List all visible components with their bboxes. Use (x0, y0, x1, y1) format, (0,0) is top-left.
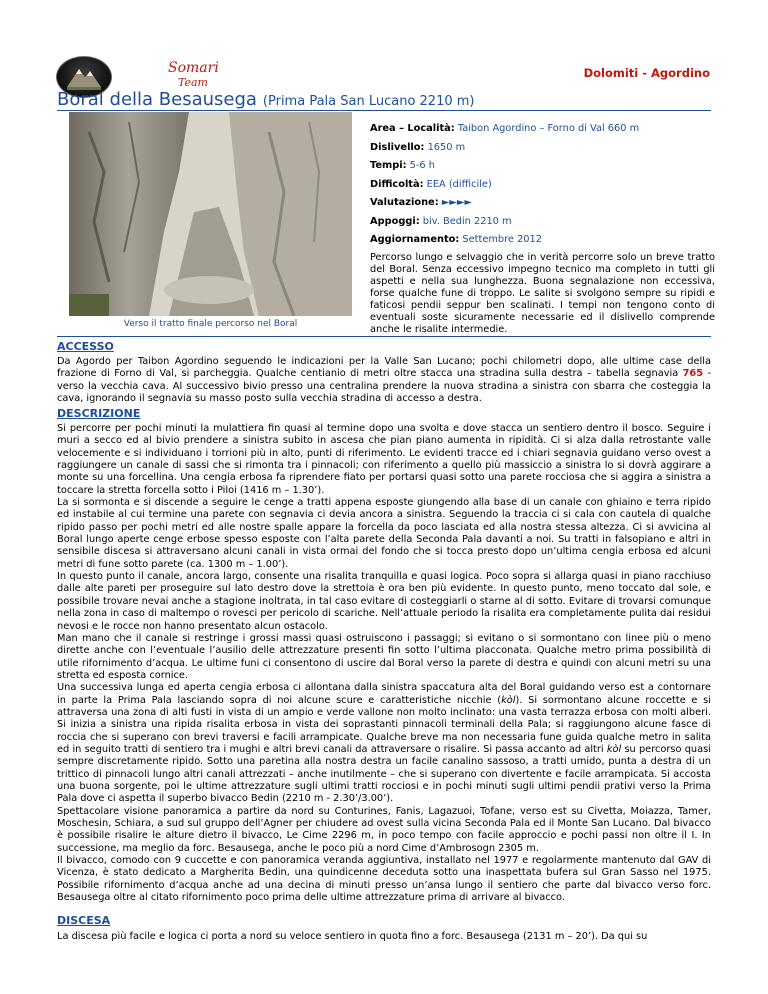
paragraph: Man mano che il canale si restringe i grossi massi quasi ostruiscono i passaggi; si evitano o si sormontano con linee più o meno dirette anche con l’eventuale l’ausilio delle attrezzature presenti fin sotto l’ultima placconata. Qualche metro prima possibilità di utile rifornimento d’acqua. Le ultime funi ci consentono di uscire dal Boral verso la parete di destra e quindi con alcuni metri su una stretta ed esposta cornice. (57, 632, 711, 681)
paragraph: Una successiva lunga ed aperta cengia erbosa ci allontana dalla sinistra spaccatura alta del Boral guidando verso est a contornare in parte la Prima Pala lasciando sopra di noi alcune scure e caratteristiche nicchie (kòl). Si sormontano alcune roccette e si attraversa una zona di alti fusti in vista di un ampio e verde vallone non molto inclinato: una vasta terrazza erbosa con molti alberi. Si inizia a sinistra una ripida risalita erbosa in vista dei soprastanti pinnacoli terminali della Pala; si raggiungono alcune fasce di roccia che si superano con brevi traversi e facili arrampicate. Qualche breve ma non necessaria fune guida qualche metro in salita ed in seguito tratti di sentiero tra i mughi e altri brevi canali da attraversare o risalire. Si passa accanto ad altri kòl su percorso quasi sempre discretamente ripido. Sotto una paretina alla nostra destra un facile canalino sassoso, a tratti umido, punta a destra di un trittico di pinnacoli lungo altri canali attrezzati – anche inutilmente – che si superano con divertente e facile arrampicata. Si accosta una buona sorgente, poi le ultime attrezzature sugli ultimi tratti rocciosi e in pochi minuti sugli ultimi pendii prativi verso la Prima Pala dove ci aspetta il superbo bivacco Bedin (2210 m - 2.30’/3.00’). (57, 682, 711, 805)
brand-name: Somari (168, 60, 219, 76)
title-subtitle: (Prima Pala San Lucano 2210 m) (262, 94, 475, 109)
route-intro: Percorso lungo e selvaggio che in verità percorre solo un breve tratto del Boral. Senza eccessivo impegno tecnico ma completo in tutti gli aspetti e nella sua lunghezza. Buona segnalazione non eccessiva, forse qualche fune di troppo. Le salite si svolgono sempre su ripidi e faticosi pendii seppur ben scalinati. I tempi non tengono conto di eventuali soste sicuramente necessarie ed il dislivello comprende anche le risalite intermedie. (370, 251, 715, 335)
section-title-accesso: ACCESSO (57, 340, 114, 353)
info-dislivello: Dislivello: 1650 m (370, 141, 466, 153)
section-title-descrizione: DESCRIZIONE (57, 407, 141, 420)
section-text-discesa: La discesa più facile e logica ci porta a nord su veloce sentiero in quota fino a forc. Besausega (2131 m – 20’). Da qui su (57, 931, 648, 942)
info-tempi: Tempi: 5-6 h (370, 160, 435, 171)
info-valutazione: Valutazione: ►►►► (370, 197, 472, 208)
title-divider (57, 110, 711, 111)
title-main: Boral della Besausega (57, 89, 257, 110)
route-info (370, 122, 715, 336)
section-text-accesso: Da Agordo per Taibon Agordino seguendo le indicazioni per la Valle San Lucano; pochi chilometri dopo, alle ultime case della frazione di Forno di Val, si parcheggia. Qualche centianio di metri oltre stacca una stradina sulla destra – tabella segnavia 765 - verso la vecchia cava. Al successivo bivio presso una centralina prendere la nuova stradina a sinistra con sbarra che costeggia la cava, ignorando il segnavia su masso posto sulla vecchia stradina di accesso a destra. (57, 356, 711, 405)
canyon-photo-image (69, 112, 352, 316)
brand-team: Team (178, 76, 208, 89)
section-title-discesa: DISCESA (57, 914, 111, 927)
paragraph: Spettacolare visione panoramica a partire da nord su Conturines, Fanis, Lagazuoi, Tofane, verso est su Civetta, Moiazza, Tamer, Moschesin, Schiara, a sud sul gruppo dell’Agner per chiudere ad ovest sulla vicina Seconda Pala ed il Monte San Lucano. Dal bivacco è possibile risalire le alture dietro il bivacco, Le Cime 2296 m, in poco tempo con facile approccio e pochi passi non oltre il I. In successione, ma meglio da forc. Besausega, anche le poco più a nord Cime d’Ambrosogn 2305 m. (57, 805, 711, 854)
page-title (57, 89, 475, 110)
paragraph: Si percorre per pochi minuti la mulattiera fin quasi al termine dopo una svolta e dove stacca un sentiero dentro il bosco. Seguire i muri a secco ed al bivio prendere a sinistra subito in ascesa che pian piano aumenta in ripidità. Ci si alza dalla retrostante valle velocemente e si individuano i torrioni più in alto, punti di riferimento. Le evidenti tracce ed i chiari segnavia guidano verso ovest a raggiungere un canale di sassi che si rimonta tra i pinnacoli; con riferimento a quello più massiccio a sinistra lo si dovrà aggirare a monte su una forcellina. Una cengia erbosa fa riprendere fiato per portarsi quasi sotto una parete rocciosa che si aggira a sinistra a toccare la stretta forcella sotto i Piloi (1416 m – 1.30’). (57, 423, 711, 496)
paragraph: In questo punto il canale, ancora largo, consente una risalita tranquilla e quasi logica. Poco sopra si allarga quasi in piano racchiuso dalle alte pareti per proseguire sul lato destro dove la strettoia è ora ben più evidente. In questo punto, meno toccato dal sole, e possibile trovare nevai anche a stagione inoltrata, in tal caso evitare di costeggiarli o starne al di sotto. Evitare di trovarsi comunque nella zona in caso di maltempo o rovesci per pericolo di scariche. Nell’attuale periodo la risalita era completamente pulita dai residui nevosi e le rocce non hanno presentato alcun ostacolo. (57, 571, 711, 632)
info-aggiornamento: Aggiornamento: Settembre 2012 (370, 234, 543, 245)
photo-caption: Verso il tratto finale percorso nel Boral (123, 319, 298, 329)
rating-arrows-icon: ►►►► (441, 197, 472, 208)
info-difficolta: Difficoltà: EEA (difficile) (370, 178, 492, 190)
info-appoggi: Appoggi: biv. Bedin 2210 m (370, 215, 512, 227)
paragraph: Il bivacco, comodo con 9 cuccette e con panoramica veranda aggiuntiva, installato nel 1977 e regolarmente mantenuto dal GAV di Vicenza, è stato dedicato a Margherita Bedin, una quindicenne deceduta sotto una inaspettata bufera sul Gran Sasso nel 1975. Possibile rifornimento d’acqua anche ad una decina di minuti presso un’ansa lungo il sentiero che parte dal bivacco verso forc. Besausega oltre al citato rifornimento poco prima delle ultime attrezzature prima di arrivare al bivacco. (57, 855, 711, 904)
segnavia-number: 765 (682, 368, 704, 380)
section-divider (57, 336, 711, 337)
region-label: Dolomiti - Agordino (583, 66, 710, 80)
info-area: Area – Località: Taibon Agordino – Forno di Val 660 m (370, 123, 640, 134)
route-photo (69, 112, 352, 316)
paragraph: La si sormonta e si discende a seguire le cenge a tratti appena esposte giungendo alla base di un canale con ghiaino e terra ripido ed instabile al cui termine una parete con segnavia ci devia ancora a sinistra. Seguendo la traccia ci si cala con cautela di qualche ripido passo per pochi metri ed alle nostre spalle appare la forcella da poco lasciata ed alla nostra stessa altezza. Ci si avvicina al Boral lungo aperte cenge erbose spesso esposte con l’alta parete della Seconda Pala davanti a noi. Su tratti in falsopiano e altri in sensibile discesa si attraversano alcuni canali in vista ormai del fondo che si tocca presto dopo un’ultima cengia erbosa ed alcuni metri di fune sotto parete (ca. 1300 m – 1.00’). (57, 497, 711, 570)
section-text-descrizione (57, 423, 711, 904)
